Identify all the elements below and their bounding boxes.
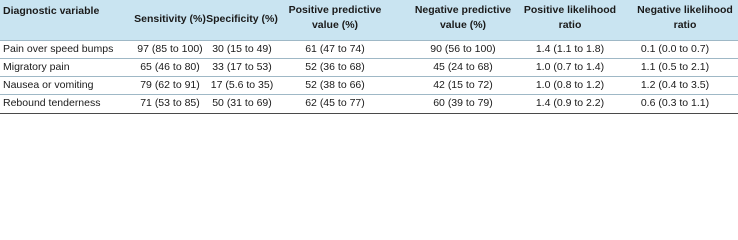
row-sensitivity: 97 (85 to 100) <box>137 43 203 55</box>
row-variable: Rebound tenderness <box>3 97 101 109</box>
row-ppv: 52 (38 to 66) <box>305 79 365 91</box>
table-bottom-rule <box>0 113 738 114</box>
row-specificity: 30 (15 to 49) <box>212 43 272 55</box>
row-sensitivity: 79 (62 to 91) <box>140 79 200 91</box>
table-row <box>0 76 738 94</box>
row-nlr: 0.6 (0.3 to 1.1) <box>640 97 710 109</box>
header-plr-line1: Positive likelihood <box>523 4 617 16</box>
row-npv: 60 (39 to 79) <box>433 97 493 109</box>
header-npv-line1: Negative predictive <box>414 4 512 16</box>
row-plr: 1.4 (1.1 to 1.8) <box>535 43 605 55</box>
row-ppv: 52 (36 to 68) <box>305 61 365 73</box>
row-variable: Migratory pain <box>3 61 70 73</box>
row-npv: 90 (56 to 100) <box>430 43 496 55</box>
table-header <box>0 0 738 40</box>
row-plr: 1.0 (0.8 to 1.2) <box>535 79 605 91</box>
row-specificity: 17 (5.6 to 35) <box>210 79 274 91</box>
row-nlr: 1.1 (0.5 to 2.1) <box>640 61 710 73</box>
table-row <box>0 40 738 58</box>
header-ppv-line2: value (%) <box>311 19 359 31</box>
header-ppv-line1: Positive predictive <box>288 4 382 16</box>
row-npv: 42 (15 to 72) <box>433 79 493 91</box>
row-sensitivity: 65 (46 to 80) <box>140 61 200 73</box>
row-plr: 1.4 (0.9 to 2.2) <box>535 97 605 109</box>
row-specificity: 50 (31 to 69) <box>212 97 272 109</box>
row-sensitivity: 71 (53 to 85) <box>140 97 200 109</box>
row-specificity: 33 (17 to 53) <box>212 61 272 73</box>
row-nlr: 1.2 (0.4 to 3.5) <box>640 79 710 91</box>
row-ppv: 62 (45 to 77) <box>305 97 365 109</box>
table-row <box>0 94 738 112</box>
row-plr: 1.0 (0.7 to 1.4) <box>535 61 605 73</box>
header-nlr-line2: ratio <box>673 19 697 31</box>
diagnostic-accuracy-table <box>0 0 738 116</box>
row-variable: Pain over speed bumps <box>3 43 114 55</box>
header-npv-line2: value (%) <box>439 19 487 31</box>
header-nlr-line1: Negative likelihood <box>637 4 733 16</box>
row-nlr: 0.1 (0.0 to 0.7) <box>640 43 710 55</box>
table-row <box>0 58 738 76</box>
header-plr-line2: ratio <box>558 19 582 31</box>
row-npv: 45 (24 to 68) <box>433 61 493 73</box>
row-variable: Nausea or vomiting <box>3 79 94 91</box>
row-ppv: 61 (47 to 74) <box>305 43 365 55</box>
header-diagnostic-variable: Diagnostic variable <box>3 5 100 17</box>
header-sensitivity: Sensitivity (%) <box>134 13 206 25</box>
header-specificity: Specificity (%) <box>206 13 278 25</box>
